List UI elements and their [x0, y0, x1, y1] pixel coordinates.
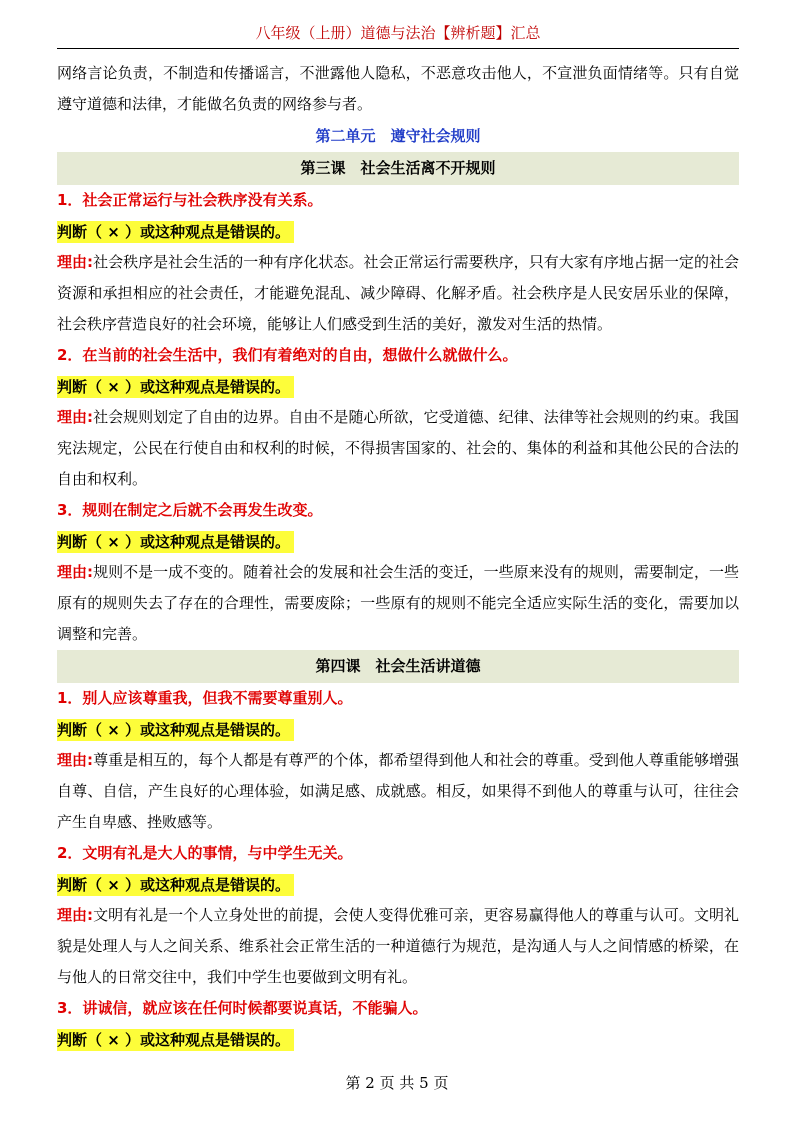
- question-statement: 1．别人应该尊重我，但我不需要尊重别人。: [57, 689, 353, 707]
- page-number: 第 2 页 共 5 页: [345, 1074, 449, 1092]
- reason-paragraph: [57, 247, 739, 340]
- question-statement: 2．在当前的社会生活中，我们有着绝对的自由，想做什么就做什么。: [57, 346, 518, 364]
- judgment-highlight: 判断（ × ）或这种观点是错误的。: [57, 221, 294, 243]
- reason-label: 理由:: [57, 906, 94, 924]
- judgment-highlight: 判断（ × ）或这种观点是错误的。: [57, 376, 294, 398]
- lesson-section: [57, 152, 739, 650]
- question-item: [57, 495, 739, 650]
- reason-text: 文明有礼是一个人立身处世的前提，会使人变得优雅可亲，更容易赢得他人的尊重与认可。文明礼貌是处理人与人之间关系、维系社会正常生活的一种道德行为规范，是沟通人与人之间情感的桥梁，在与他人的日常交往中，我们中学生也要做到文明有礼。: [57, 906, 739, 986]
- page-content: [57, 58, 739, 1055]
- reason-label: 理由:: [57, 408, 94, 426]
- question-item: [57, 838, 739, 993]
- question-statement: 3．规则在制定之后就不会再发生改变。: [57, 501, 323, 519]
- question-item: [57, 185, 739, 340]
- reason-paragraph: [57, 900, 739, 993]
- lesson-title-bar: 第四课 社会生活讲道德: [57, 650, 739, 683]
- reason-text: 社会秩序是社会生活的一种有序化状态。社会正常运行需要秩序，只有大家有序地占据一定的社会资源和承担相应的社会责任，才能避免混乱、减少障碍、化解矛盾。社会秩序是人民安居乐业的保障，社会秩序营造良好的社会环境，能够让人们感受到生活的美好，激发对生活的热情。: [57, 253, 739, 333]
- question-item: [57, 683, 739, 838]
- question-item: [57, 340, 739, 495]
- judgment-highlight: 判断（ × ）或这种观点是错误的。: [57, 874, 294, 896]
- judgment-highlight: 判断（ × ）或这种观点是错误的。: [57, 1029, 294, 1051]
- reason-text: 规则不是一成不变的。随着社会的发展和社会生活的变迁，一些原来没有的规则，需要制定，一些原有的规则失去了存在的合理性，需要废除；一些原有的规则不能完全适应实际生活的变化，需要加以调整和完善。: [57, 563, 739, 643]
- question-statement: 1．社会正常运行与社会秩序没有关系。: [57, 191, 323, 209]
- reason-label: 理由:: [57, 751, 94, 769]
- lesson-title-bar: 第三课 社会生活离不开规则: [57, 152, 739, 185]
- reason-paragraph: [57, 557, 739, 650]
- reason-text: 尊重是相互的，每个人都是有尊严的个体，都希望得到他人和社会的尊重。受到他人尊重能够增强自尊、自信，产生良好的心理体验，如满足感、成就感。相反，如果得不到他人的尊重与认可，往往会产生自卑感、挫败感等。: [57, 751, 739, 831]
- reason-label: 理由:: [57, 563, 94, 581]
- reason-label: 理由:: [57, 253, 94, 271]
- page-header: [57, 18, 739, 49]
- question-statement: 2．文明有礼是大人的事情，与中学生无关。: [57, 844, 353, 862]
- reason-paragraph: [57, 402, 739, 495]
- judgment-highlight: 判断（ × ）或这种观点是错误的。: [57, 531, 294, 553]
- unit-title: 第二单元 遵守社会规则: [315, 127, 481, 145]
- question-statement: 3．讲诚信，就应该在任何时候都要说真话，不能骗人。: [57, 999, 428, 1017]
- judgment-highlight: 判断（ × ）或这种观点是错误的。: [57, 719, 294, 741]
- page-footer: [0, 1072, 794, 1094]
- intro-paragraph: 网络言论负责，不制造和传播谣言，不泄露他人隐私，不恶意攻击他人，不宣泄负面情绪等。只有自觉遵守道德和法律，才能做名负责的网络参与者。: [57, 64, 739, 113]
- question-item: [57, 993, 739, 1055]
- document-title: 八年级（上册）道德与法治【辨析题】汇总: [255, 24, 541, 42]
- reason-paragraph: [57, 745, 739, 838]
- reason-text: 社会规则划定了自由的边界。自由不是随心所欲，它受道德、纪律、法律等社会规则的约束。我国宪法规定，公民在行使自由和权利的时候，不得损害国家的、社会的、集体的利益和其他公民的合法的自由和权利。: [57, 408, 739, 488]
- lesson-section: [57, 650, 739, 1055]
